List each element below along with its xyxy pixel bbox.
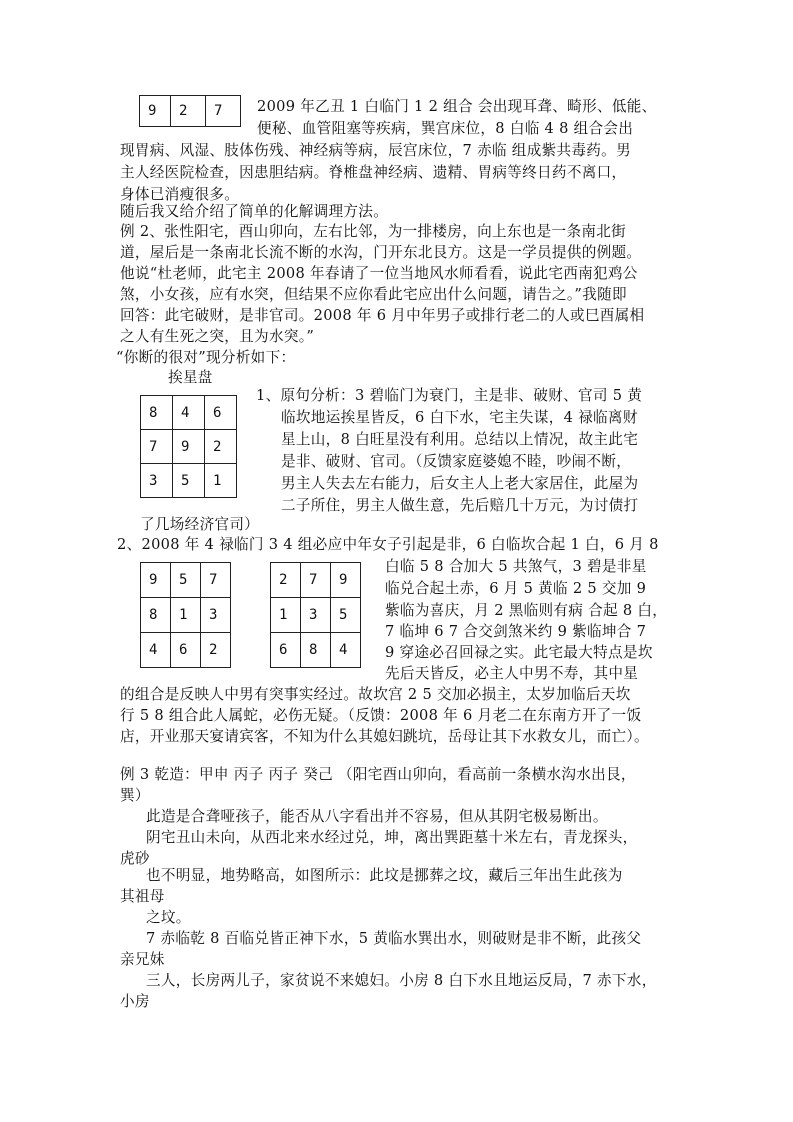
grid-cell: 5	[331, 598, 361, 633]
grid-cell: 4	[173, 396, 205, 430]
grid-cell: 8	[141, 598, 171, 633]
text-line: 7 赤临乾 8 百临兑皆正神下水，5 黄临水巽出水，则破财是非不断，此孩父	[146, 930, 642, 947]
grid-cell: 9	[331, 563, 361, 598]
text-line: 主人经医院检查，因患胆结病。脊椎盘神经病、遗精、胃病等终日药不离口，	[120, 164, 627, 181]
text-line: 例 3 乾造：甲申 丙子 丙子 癸己 （阳宅酉山卯向，看高前一条横水沟水出艮，	[120, 766, 636, 783]
text-line: 亲兄妹	[120, 951, 165, 968]
year-grid-b	[270, 562, 361, 668]
grid-cell: 7	[141, 430, 173, 464]
grid-cell: 5	[173, 464, 205, 498]
text-line: 是非、破财、官司。（反馈家庭婆媳不睦，吵闹不断，	[281, 453, 632, 470]
grid-cell: 1	[205, 464, 237, 498]
text-line: 之坟。	[146, 909, 191, 926]
text-line: 临坎地运挨星皆反，6 白下水，宅主失谋，4 禄临离财	[281, 409, 638, 426]
text-line: 了几场经济官司）	[140, 516, 260, 533]
grid-cell: 4	[331, 633, 361, 668]
text-line: “你断的很对”现分析如下：	[116, 349, 296, 366]
text-line: 的组合是反映人中男有突事实经过。故坎宫 2 5 交加必损主，太岁加临后天坎	[120, 686, 631, 703]
grid-cell: 7	[206, 96, 241, 127]
text-line: 7 临坤 6 7 合交剑煞米约 9 紫临坤合 7	[385, 623, 647, 640]
grid-cell: 6	[205, 396, 237, 430]
text-line: 他说“杜老师，此宅主 2008 年春请了一位当地风水师看看，说此宅西南犯鸡公	[120, 265, 638, 282]
grid-cell: 2	[205, 430, 237, 464]
grid-cell: 3	[301, 598, 331, 633]
grid-cell: 9	[173, 430, 205, 464]
text-line: 道，屋后是一条南北长流不断的水沟，门开东北艮方。这是一学员提供的例题。	[120, 244, 642, 261]
grid-cell: 9	[140, 96, 171, 127]
text-line: 现胃病、风湿、肢体伤残、神经病等病，辰宫床位，7 赤临 组成紫共毒药。男	[120, 142, 631, 159]
text-line: 虎砂	[120, 850, 150, 867]
text-line: 2009 年乙丑 1 白临门 1 2 组合 会出现耳聋、畸形、低能、	[257, 98, 657, 115]
grid-cell: 1	[171, 598, 201, 633]
text-line: 先后天皆反，必主人中男不寿，其中星	[385, 665, 639, 682]
grid-cell: 8	[141, 396, 173, 430]
text-line: 2、2008 年 4 禄临门 3 4 组必应中年女子引起是非，6 白临坎合起 1 白，6 月 8	[117, 536, 659, 553]
text-line: 身体已消瘦很多。	[120, 186, 240, 203]
text-line: 其祖母	[120, 888, 165, 905]
text-line: 此造是合聋哑孩子，能否从八字看出并不容易，但从其阴宅极易断出。	[146, 808, 608, 825]
text-line: 二子所住，男主人做生意，先后赔几十万元，为讨债打	[281, 497, 639, 514]
grid-cell: 7	[201, 563, 231, 598]
grid-cell: 2	[271, 563, 301, 598]
text-line: 紫临为喜庆，月 2 黑临则有病 合起 8 白，	[385, 602, 668, 619]
text-line: 也不明显，地势略高，如图所示：此坟是挪葬之坟，藏后三年出生此孩为	[146, 867, 623, 884]
grid-cell: 7	[301, 563, 331, 598]
text-line: 行 5 8 组合此人属蛇，必伤无疑。（反馈：2008 年 6 月老二在东南方开了一饭	[120, 707, 642, 724]
grid-cell: 2	[171, 96, 206, 127]
text-line: 巽）	[120, 787, 150, 804]
text-line: 星上山，8 白旺星没有利用。总结以上情况，故主此宅	[281, 431, 639, 448]
grid-cell: 4	[141, 633, 171, 668]
text-line: 煞，小女孩，应有水突，但结果不应你看此宅应出什么问题，请告之。”我随即	[120, 286, 627, 303]
grid-cell: 2	[201, 633, 231, 668]
text-line: 临兑合起土赤，6 月 5 黄临 2 5 交加 9	[385, 580, 647, 597]
text-line: 三人，长房两儿子，家贫说不来媳妇。小房 8 白下水且地运反局，7 赤下水，	[146, 972, 657, 989]
grid-cell: 1	[271, 598, 301, 633]
text-line: 男主人失去左右能力，后女主人上老大家居住，此屋为	[281, 475, 639, 492]
grid-cell: 3	[141, 464, 173, 498]
text-line: 白临 5 8 合加大 5 共煞气，3 碧是非星	[385, 558, 647, 575]
grid-cell: 8	[301, 633, 331, 668]
text-line: 回答：此宅破财，是非官司。2008 年 6 月中年男子或排行老二的人或巳酉属相	[120, 307, 645, 324]
text-line: 店，开业那天宴请宾客，不知为什么其媳妇跳坑，岳母让其下水救女儿，而亡）。	[120, 728, 649, 745]
year-grid-a	[140, 562, 231, 668]
text-line: 随后我又给介绍了简单的化解调理方法。	[120, 203, 389, 220]
star-plate-grid	[140, 395, 237, 498]
text-line: 阴宅丑山未向，从西北来水经过兑，坤，离出巽距墓十米左右，青龙探头，	[146, 829, 638, 846]
top-grid	[139, 95, 241, 127]
grid-cell: 6	[171, 633, 201, 668]
text-line: 便秘、血管阻塞等疾病，巽宫床位，8 白临 4 8 组合会出	[257, 120, 634, 137]
text-line: 1、原句分析：3 碧临门为衰门，主是非、破财、官司 5 黄	[256, 387, 643, 404]
grid-cell: 5	[171, 563, 201, 598]
grid-cell: 6	[271, 633, 301, 668]
text-line: 例 2、张性阳宅，酉山卯向，左右比邻，为一排楼房，向上东也是一条南北街	[120, 223, 627, 240]
section-label: 挨星盘	[168, 369, 213, 386]
grid-cell: 3	[201, 598, 231, 633]
text-line: 之人有生死之突，且为水突。”	[120, 328, 315, 345]
text-line: 9 穿途必召回禄之实。此宅最大特点是坎	[385, 644, 653, 661]
grid-cell: 9	[141, 563, 171, 598]
text-line: 小房	[120, 993, 150, 1010]
